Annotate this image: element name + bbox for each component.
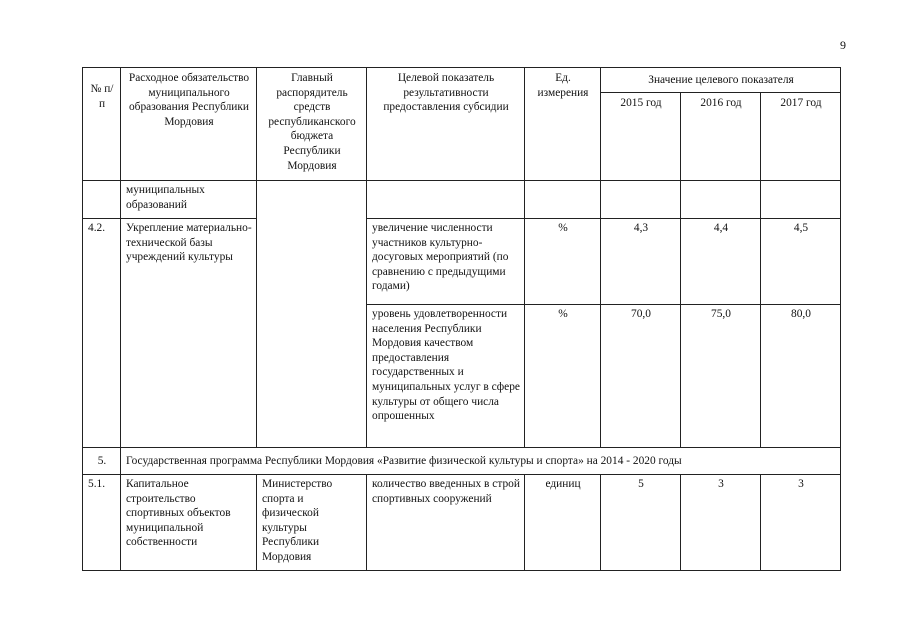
header-year-2016: 2016 год — [681, 93, 761, 181]
header-obligation: Расходное обязательство муниципального образования Республики Мордовия — [121, 68, 257, 181]
value-2015-cell: 5 — [601, 475, 681, 571]
header-unit: Ед. измерения — [525, 68, 601, 181]
header-num: № п/п — [83, 68, 121, 181]
value-2017-cell: 4,5 — [761, 219, 841, 305]
indicator-cell: уровень удовлетворенности населения Республики Мордовия качеством предоставления государственных и муниципальных услуг в сфере культуры от общего числа опрошенных — [367, 305, 525, 448]
table-row — [83, 475, 841, 571]
value-2015-cell: 4,3 — [601, 219, 681, 305]
header-administrator: Главный распорядитель средств республиканского бюджета Республики Мордовия — [257, 68, 367, 181]
header-year-2015: 2015 год — [601, 93, 681, 181]
page-number: 9 — [840, 38, 846, 52]
table-row — [83, 219, 841, 305]
row-num-cell: 4.2. — [83, 219, 121, 448]
indicator-cell: увеличение численности участников культурно-досуговых мероприятий (по сравнению с предыдущими годами) — [367, 219, 525, 305]
obligation-cell: Капитальное строительство спортивных объектов муниципальной собственности — [121, 475, 257, 571]
header-row-1 — [83, 68, 841, 93]
unit-cell: % — [525, 305, 601, 448]
target-indicators-table — [82, 67, 841, 571]
value-2016-cell: 4,4 — [681, 219, 761, 305]
value-2016-cell: 3 — [681, 475, 761, 571]
obligation-cell: муниципальных образований — [121, 181, 257, 219]
value-2015-cell: 70,0 — [601, 305, 681, 448]
administrator-cell: Министерство спорта и физической культуры Республики Мордовия — [257, 475, 367, 571]
value-2017-cell: 80,0 — [761, 305, 841, 448]
value-2017-cell: 3 — [761, 475, 841, 571]
header-values-group: Значение целевого показателя — [601, 68, 841, 93]
header-year-2017: 2017 год — [761, 93, 841, 181]
table-row — [83, 448, 841, 475]
table-row — [83, 181, 841, 219]
header-indicator: Целевой показатель результативности предоставления субсидии — [367, 68, 525, 181]
program-title-cell: Государственная программа Республики Мордовия «Развитие физической культуры и спорта» на 2014 - 2020 годы — [121, 448, 841, 475]
obligation-cell: Укрепление материально-технической базы учреждений культуры — [121, 219, 257, 448]
indicator-cell: количество введенных в строй спортивных сооружений — [367, 475, 525, 571]
value-2016-cell: 75,0 — [681, 305, 761, 448]
row-num-cell: 5.1. — [83, 475, 121, 571]
unit-cell: единиц — [525, 475, 601, 571]
row-num-cell: 5. — [83, 448, 121, 475]
unit-cell: % — [525, 219, 601, 305]
